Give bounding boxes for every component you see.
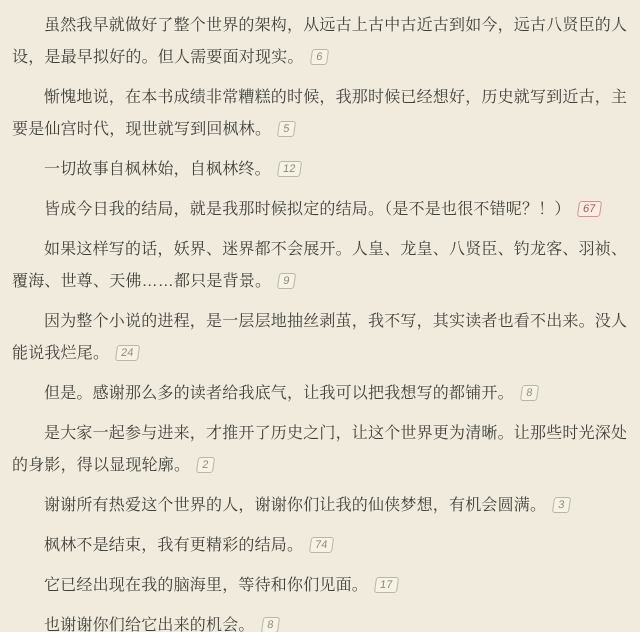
comment-count-badge[interactable]: 9: [277, 273, 296, 289]
paragraph-text: 皆成今日我的结局，就是我那时候拟定的结局。（是不是也很不错呢？！）: [44, 201, 571, 218]
comment-count-badge[interactable]: 24: [115, 345, 140, 361]
paragraph: [12, 194, 628, 226]
paragraph: [12, 610, 628, 632]
paragraph: [12, 490, 628, 522]
paragraph-text: 一切故事自枫林始，自枫林终。: [44, 161, 271, 178]
paragraph-text: 是大家一起参与进来，才推开了历史之门，让这个世界更为清晰。让那些时光深处的身影，得以显现轮廓。: [12, 425, 628, 474]
comment-count-badge[interactable]: 3: [552, 497, 571, 513]
paragraph: [12, 418, 628, 482]
comment-count-badge[interactable]: 5: [277, 121, 296, 137]
paragraph-text: 惭愧地说，在本书成绩非常糟糕的时候，我那时候已经想好，历史就写到近古，主要是仙宫时代，现世就写到回枫林。: [12, 89, 628, 138]
comment-count-badge[interactable]: 2: [196, 457, 215, 473]
paragraph-text: 因为整个小说的进程，是一层层地抽丝剥茧，我不写，其实读者也看不出来。没人能说我烂尾。: [12, 313, 628, 362]
paragraph: [12, 82, 628, 146]
paragraph: [12, 530, 628, 562]
paragraph-text: 枫林不是结束，我有更精彩的结局。: [44, 537, 304, 554]
paragraph: [12, 378, 628, 410]
paragraph: [12, 306, 628, 370]
paragraph-text: 它已经出现在我的脑海里，等待和你们见面。: [44, 577, 369, 594]
paragraph-text: 谢谢所有热爱这个世界的人，谢谢你们让我的仙侠梦想，有机会圆满。: [44, 497, 547, 514]
comment-count-badge[interactable]: 74: [309, 537, 334, 553]
paragraph-text: 但是。感谢那么多的读者给我底气，让我可以把我想写的都铺开。: [44, 385, 514, 402]
comment-count-badge[interactable]: 17: [374, 577, 399, 593]
paragraph: [12, 570, 628, 602]
paragraph: [12, 154, 628, 186]
paragraph: [12, 234, 628, 298]
paragraph: [12, 10, 628, 74]
paragraph-text: 如果这样写的话，妖界、迷界都不会展开。人皇、龙皇、八贤臣、钓龙客、羽祯、覆海、世尊、天佛……都只是背景。: [12, 241, 628, 290]
comment-count-badge[interactable]: 6: [309, 49, 328, 65]
comment-count-badge[interactable]: 8: [520, 385, 539, 401]
comment-count-badge[interactable]: 67: [576, 201, 601, 217]
paragraph-text: 虽然我早就做好了整个世界的架构，从远古上古中古近古到如今，远古八贤臣的人设，是最早拟好的。但人需要面对现实。: [12, 17, 628, 66]
paragraph-text: 也谢谢你们给它出来的机会。: [44, 617, 255, 632]
comment-count-badge[interactable]: 8: [260, 617, 279, 632]
comment-count-badge[interactable]: 12: [277, 161, 302, 177]
